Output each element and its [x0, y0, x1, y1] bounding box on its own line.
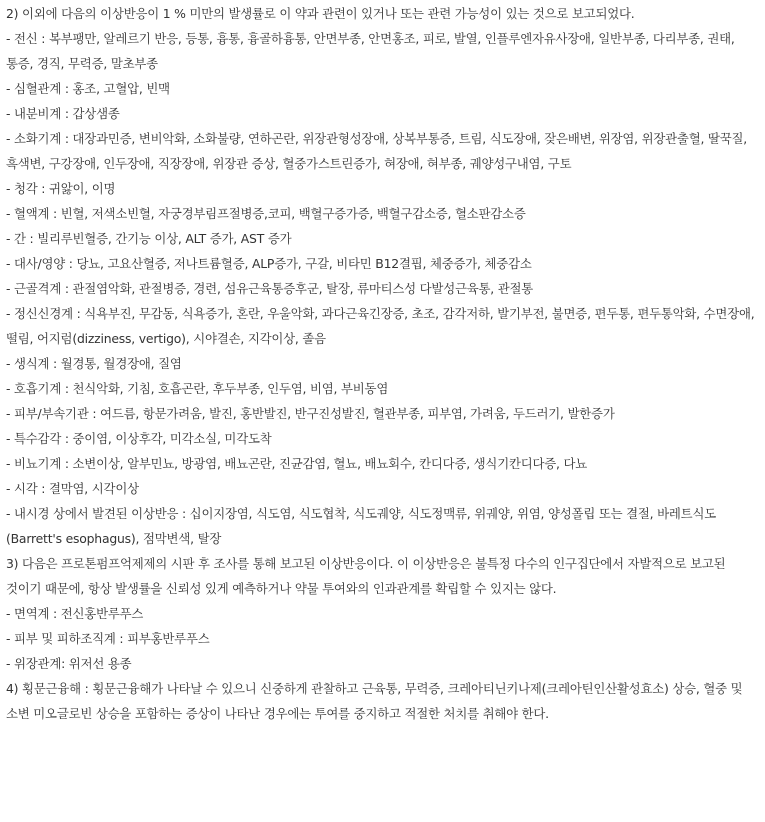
- paragraph-endocrine: - 내분비계 : 갑상샘종: [6, 106, 120, 121]
- paragraph-musculoskeletal: - 근골격계 : 관절염악화, 관절병증, 경련, 섬유근육통증후군, 탈장, 류마티스성 다발성근육통, 관절통: [6, 281, 534, 296]
- paragraph-urinary: - 비뇨기계 : 소변이상, 알부민뇨, 방광염, 배뇨곤란, 진균감염, 혈뇨, 배뇨회수, 칸디다증, 생식기칸디다증, 다뇨: [6, 456, 588, 471]
- paragraph-cardiovascular: - 심혈관계 : 홍조, 고혈압, 빈맥: [6, 81, 170, 96]
- paragraph-rhabdomyolysis: 4) 횡문근융해 : 횡문근융해가 나타날 수 있으니 신중하게 관찰하고 근육통, 무력증, 크레아티닌키나제(크레아틴인산활성효소) 상승, 혈중 및 소변 미오글로빈 상승을 포함하는 증상이 나타난 경우에는 투여를 중지하고 적절한 처치를 취해야 한다.: [6, 681, 743, 721]
- paragraph-neuropsychiatric: - 정신신경계 : 식욕부진, 무감동, 식욕증가, 혼란, 우울악화, 과다근육긴장증, 초조, 감각저하, 발기부전, 불면증, 편두통, 편두통악화, 수면장애, 떨림, 어지럼(dizziness, vertigo), 시야결손, 지각이상, 졸음: [6, 306, 755, 346]
- paragraph-digestive: - 소화기계 : 대장과민증, 변비악화, 소화불량, 연하곤란, 위장관형성장애, 상복부통증, 트림, 식도장애, 잦은배변, 위장염, 위장관출혈, 딸꾹질, 흑색변, 구강장애, 인두장애, 직장장애, 위장관 증상, 혈중가스트린증가, 혀장애, 혀부종, 궤양성구내염, 구토: [6, 131, 747, 171]
- paragraph-metabolism: - 대사/영양 : 당뇨, 고요산혈증, 저나트륨혈증, ALP증가, 구갈, 비타민 B12결핍, 체중증가, 체중감소: [6, 256, 532, 271]
- paragraph-postmarketing: 3) 다음은 프로톤펌프억제제의 시판 후 조사를 통해 보고된 이상반응이다. 이 이상반응은 불특정 다수의 인구집단에서 자발적으로 보고된 것이기 때문에, 항상 발생률을 신뢰성 있게 예측하거나 약물 투여와의 인과관계를 확립할 수 있지는 않다.: [6, 556, 726, 596]
- paragraph-reproductive: - 생식계 : 월경통, 월경장애, 질염: [6, 356, 182, 371]
- paragraph-adverse-rate-intro: 2) 이외에 다음의 이상반응이 1 % 미만의 발생률로 이 약과 관련이 있거나 또는 관련 가능성이 있는 것으로 보고되었다.: [6, 6, 635, 21]
- paragraph-respiratory: - 호흡기계 : 천식악화, 기침, 호흡곤란, 후두부종, 인두염, 비염, 부비동염: [6, 381, 389, 396]
- paragraph-gastrointestinal: - 위장관계: 위저선 용종: [6, 656, 132, 671]
- paragraph-skin: - 피부/부속기관 : 여드름, 항문가려움, 발진, 홍반발진, 반구진성발진, 혈관부종, 피부염, 가려움, 두드러기, 발한증가: [6, 406, 615, 421]
- paragraph-liver: - 간 : 빌리루빈혈증, 간기능 이상, ALT 증가, AST 증가: [6, 231, 292, 246]
- paragraph-immune: - 면역계 : 전신홍반루푸스: [6, 606, 144, 621]
- paragraph-skin-subcutaneous: - 피부 및 피하조직계 : 피부홍반루푸스: [6, 631, 210, 646]
- paragraph-hearing: - 청각 : 귀앓이, 이명: [6, 181, 116, 196]
- paragraph-systemic: - 전신 : 복부팽만, 알레르기 반응, 등통, 흉통, 흉골하흉통, 안면부종, 안면홍조, 피로, 발열, 인플루엔자유사장애, 일반부종, 다리부종, 권태, 통증, 경직, 무력증, 말초부종: [6, 31, 735, 71]
- paragraph-endoscopic: - 내시경 상에서 발견된 이상반응 : 십이지장염, 식도염, 식도협착, 식도궤양, 식도정맥류, 위궤양, 위염, 양성폴립 또는 결절, 바레트식도(Barrett's esophagus), 점막변색, 탈장: [6, 506, 716, 546]
- paragraph-vision: - 시각 : 결막염, 시각이상: [6, 481, 139, 496]
- paragraph-special-senses: - 특수감각 : 중이염, 이상후각, 미각소실, 미각도착: [6, 431, 272, 446]
- paragraph-blood: - 혈액계 : 빈혈, 저색소빈혈, 자궁경부림프절병증,코피, 백혈구증가증, 백혈구감소증, 혈소판감소증: [6, 206, 526, 221]
